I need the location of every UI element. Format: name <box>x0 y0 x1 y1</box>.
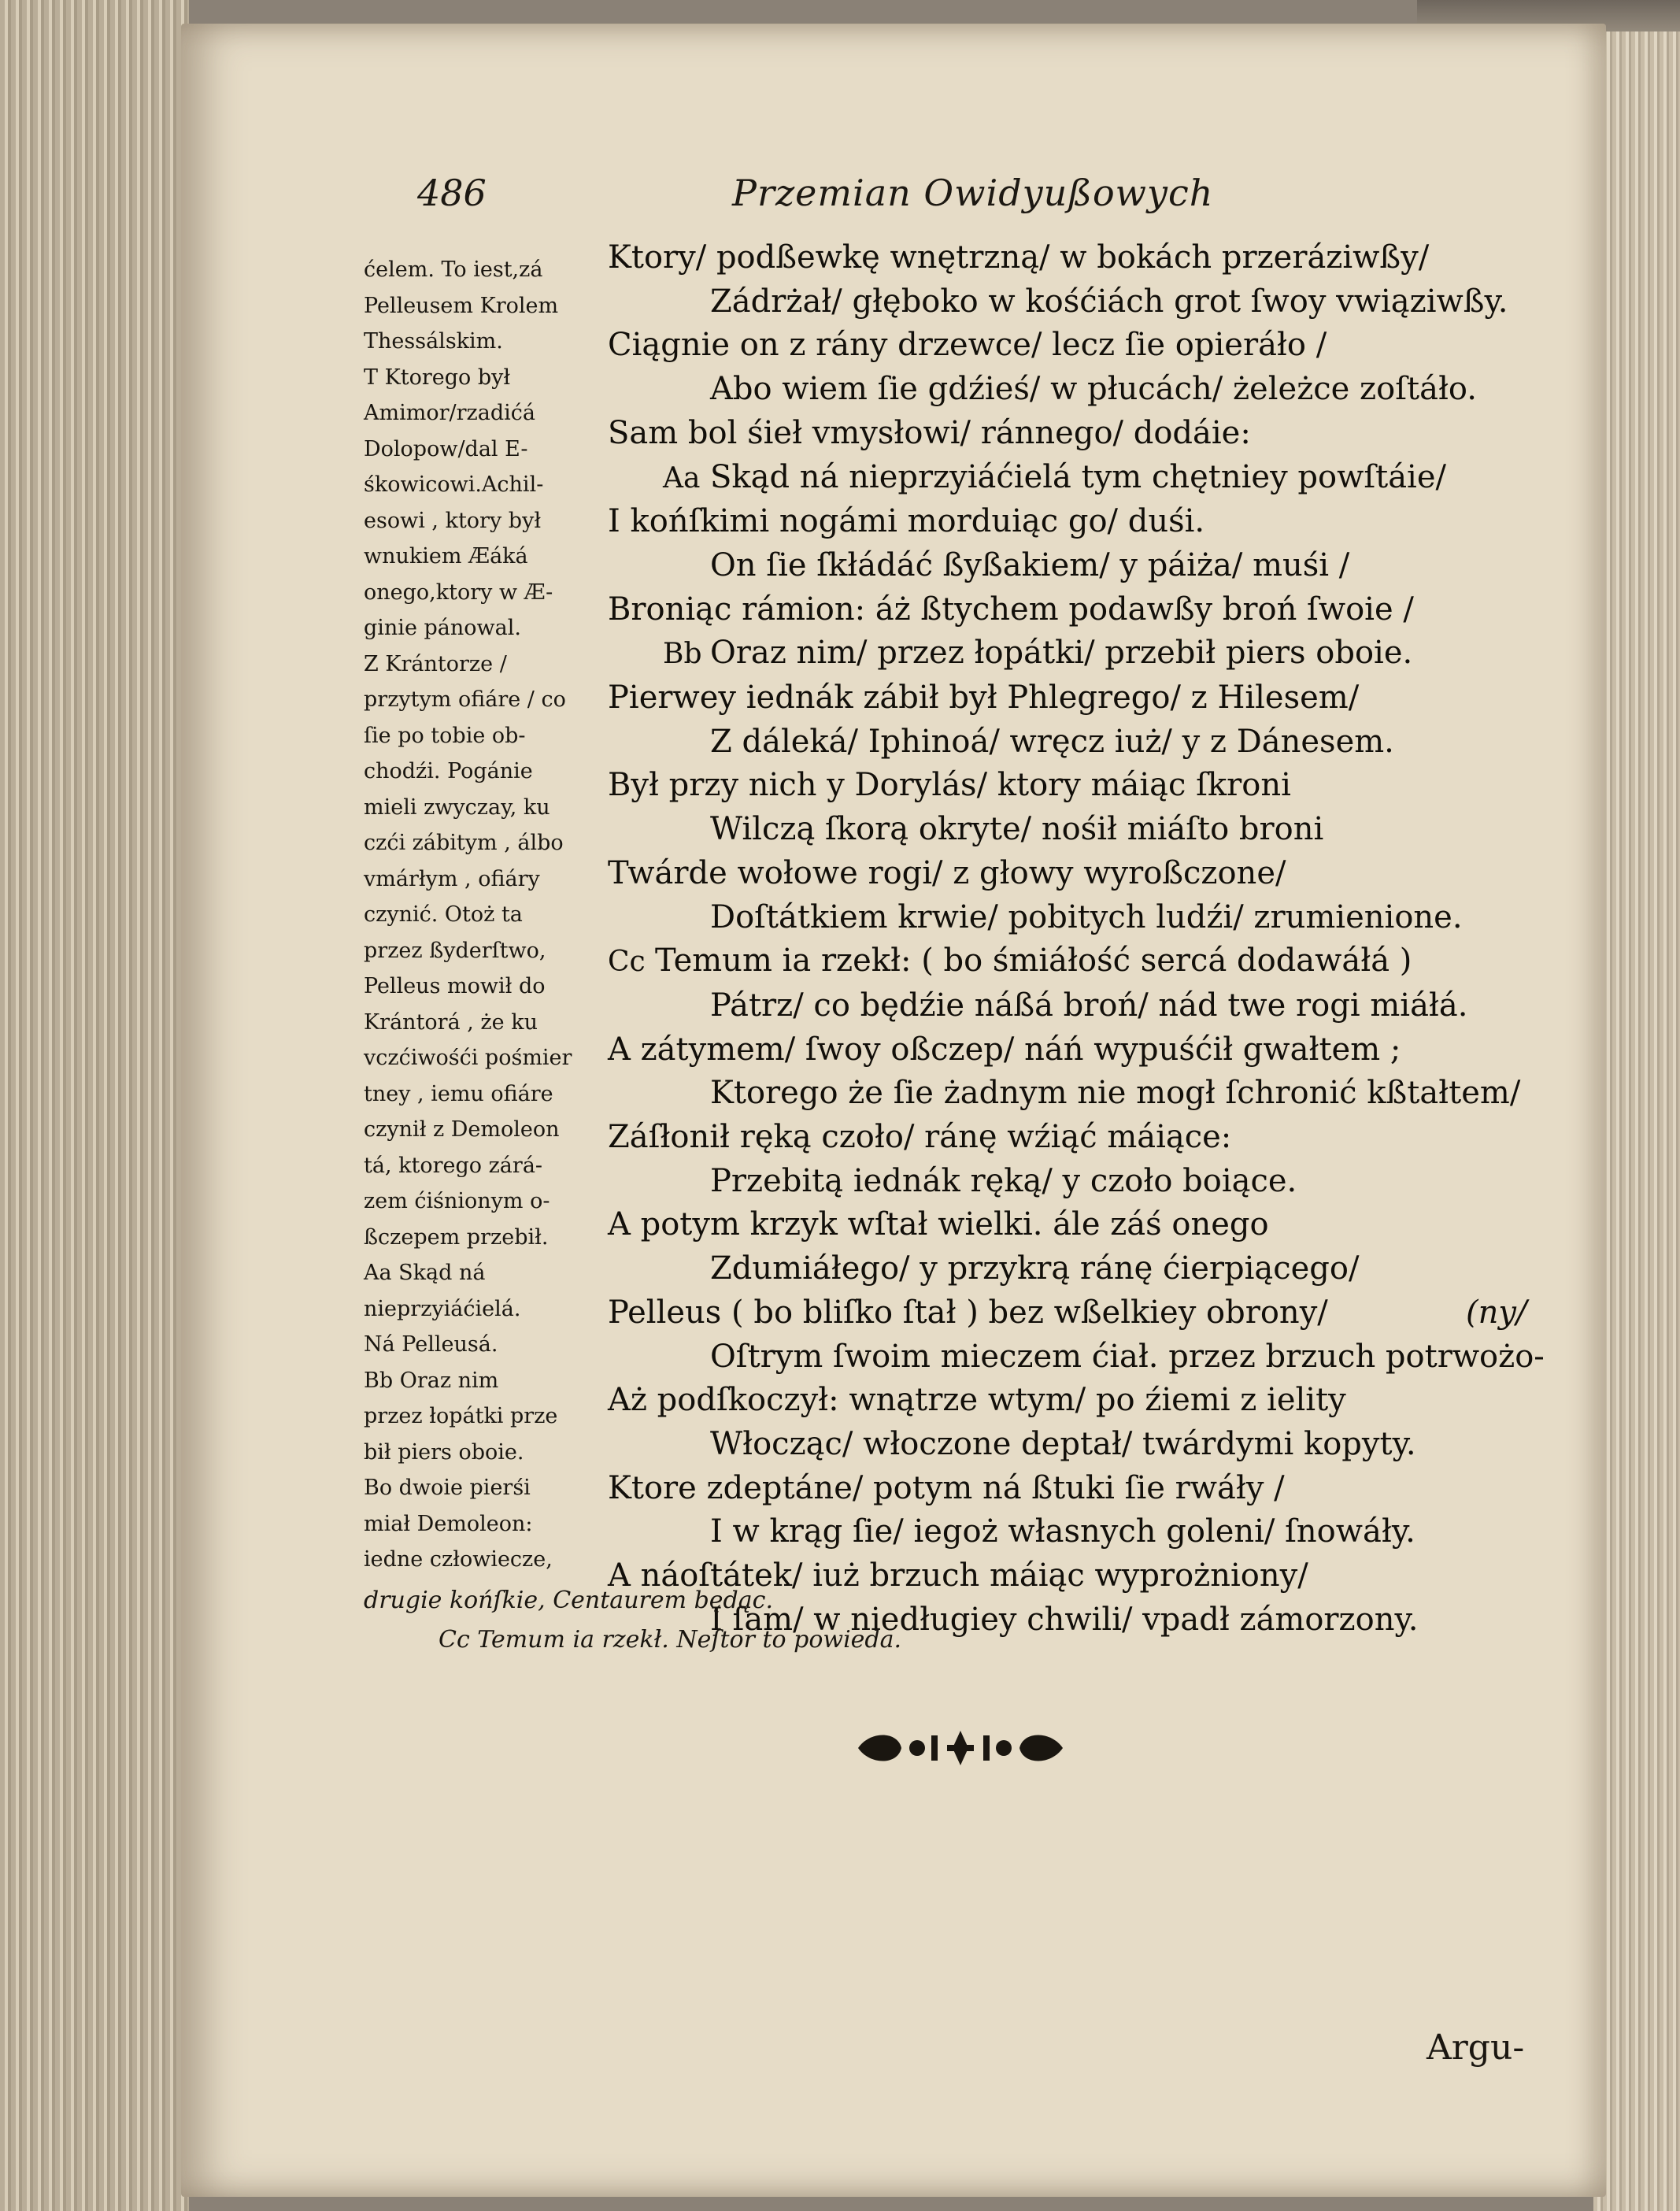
marginal-note-line: wnukiem Æáká <box>364 544 528 568</box>
marginal-note-line: Pelleus mowił do <box>364 974 546 998</box>
marginal-note-line: Z Krántorze / <box>364 651 507 676</box>
verse-line <box>608 631 1552 676</box>
marginal-note-line: miał Demoleon: <box>364 1511 533 1536</box>
verse-line <box>608 984 1552 1028</box>
verse-text-content: Ktore zdeptáne/ potym ná ßtuki ſie rwáły / <box>608 1469 1285 1506</box>
verse-text-content: Wilczą ſkorą okryte/ nośił miáſto broni <box>710 811 1324 848</box>
verse-text-content: Sam bol śieł vmysłowi/ ránnego/ dodáie: <box>608 414 1251 451</box>
marginal-note-line: ćelem. To iest,zá <box>364 257 543 282</box>
verse-text-content: Skąd ná nieprzyiáćielá tym chętniey powſtáie/ <box>710 458 1446 495</box>
verse-text-content: Temum ia rzekł: ( bo śmiáłość sercá dodawáłá ) <box>655 943 1412 980</box>
verse-line <box>608 1072 1552 1116</box>
book-page-edges-right <box>1593 31 1680 2211</box>
verse-text-content: Záſłonił ręką czoło/ ránę wźiąć máiące: <box>608 1119 1232 1156</box>
marginal-note-line: Thessálskim. <box>364 329 503 354</box>
verse-line <box>608 1203 1552 1247</box>
marginal-note-line: tá, ktorego zárá- <box>364 1153 543 1178</box>
note-reference-marker: Bb <box>663 638 702 671</box>
catchword: Argu- <box>1427 2028 1525 2068</box>
verse-text-content: Broniąc rámion: áż ßtychem podawßy broń ſwoie / <box>608 591 1414 628</box>
verse-line <box>608 544 1552 588</box>
verse-line <box>608 1423 1552 1467</box>
marginal-note-line: nieprzyiáćielá. <box>364 1296 521 1321</box>
marginal-note-line: czynić. Otoż ta <box>364 902 523 927</box>
verse-line <box>608 412 1552 456</box>
marginal-note-line: Amimor/rzadićá <box>364 401 535 425</box>
marginal-note-line: czći zábitym , álbo <box>364 831 564 855</box>
marginal-note-line: tney , iemu ofiáre <box>364 1081 553 1106</box>
verse-line <box>608 1510 1552 1554</box>
marginal-note-line: vmárłym , ofiáry <box>364 866 540 891</box>
marginal-note-line: ginie pánowal. <box>364 616 521 640</box>
verse-line <box>608 896 1552 940</box>
marginal-note-line: ſie po tobie ob- <box>364 723 526 748</box>
verse-text-content: Był przy nich y Dorylás/ ktory máiąc ſkroni <box>608 767 1291 804</box>
verse-line <box>608 1335 1552 1380</box>
verse-text-content: Z dáleká/ Iphinoá/ wręcz iuż/ y z Dánesem. <box>710 723 1394 760</box>
verse-line <box>608 500 1552 544</box>
verse-line <box>608 588 1552 632</box>
verse-text-content: Abo wiem ſie gdźieś/ w płucách/ żeleżce zoſtáło. <box>710 371 1478 408</box>
verse-text-content: Oſtrym ſwoim mieczem ćiał. przez brzuch potrwożo- <box>710 1338 1545 1375</box>
marginal-note-line: Pelleusem Krolem <box>364 293 559 318</box>
verse-text-content: On ſie ſkłádáć ßyßakiem/ y páiża/ muśi / <box>710 546 1350 583</box>
marginal-note-line: Krántorá , że ku <box>364 1009 538 1035</box>
marginal-note-line: mieli zwyczay, ku <box>364 794 550 820</box>
verse-text-content: A zátymem/ ſwoy oßczep/ náń wypuśćił gwałtem ; <box>608 1031 1401 1068</box>
marginal-note-line: Bo dwoie pierśi <box>364 1476 531 1500</box>
verse-line <box>608 1160 1552 1204</box>
book-page-edges-left <box>0 0 189 2211</box>
marginal-note-line: esowi , ktory był <box>364 508 542 533</box>
verse-line <box>608 1247 1552 1291</box>
verse-text-content: I ſam/ w niedługiey chwili/ vpadł zámorzony. <box>710 1601 1419 1638</box>
verse-text-content: I w krąg ſie/ iegoż własnych goleni/ ſnowáły. <box>710 1513 1415 1550</box>
verse-text-content: Aż podſkoczył: wnątrze wtym/ po źiemi z ielity <box>608 1382 1346 1419</box>
verse-text-content: Zdumiáłego/ y przykrą ránę ćierpiącego/ <box>710 1250 1360 1287</box>
page-header <box>417 172 1283 227</box>
marginal-note-line: Ná Pelleusá. <box>364 1332 498 1357</box>
marginal-note-line: T Ktorego był <box>364 365 511 390</box>
verse-line <box>608 852 1552 896</box>
verse-text-content: I końſkimi nogámi morduiąc go/ duśi. <box>608 503 1205 540</box>
note-reference-marker: Cc <box>608 946 646 979</box>
verse-text-content: Pátrz/ co będźie náßá broń/ nád twe rogi miáłá. <box>710 987 1468 1024</box>
verse-line <box>608 1467 1552 1511</box>
verse-text-content: Włocząc/ włoczone deptał/ twárdymi kopyty. <box>710 1425 1416 1462</box>
marginal-notes-continued <box>364 1581 1151 1660</box>
verse-text-content: Pelleus ( bo bliſko ſtał ) bez wßelkiey obrony/ <box>608 1294 1328 1331</box>
marginal-note-line: bił piers oboie. <box>364 1439 524 1465</box>
verse-text <box>608 236 1552 1643</box>
verse-line <box>608 1116 1552 1160</box>
marginal-note-line: Bb Oraz nim <box>364 1368 499 1393</box>
verse-line <box>608 236 1552 280</box>
verse-text-content: Oraz nim/ przez łopátki/ przebił piers oboie. <box>710 635 1413 672</box>
verse-line <box>608 1028 1552 1072</box>
marginal-note-line: czynił z Demoleon <box>364 1117 560 1142</box>
verse-line <box>608 368 1552 412</box>
marginal-note-line: przytym ofiáre / co <box>364 687 566 712</box>
marginal-note-line: zem ćiśnionym o- <box>364 1189 550 1213</box>
marginal-note-line: Aa Skąd ná <box>364 1261 486 1285</box>
verse-line <box>608 808 1552 852</box>
verse-line <box>608 324 1552 368</box>
marginal-note-line: chodźi. Pogánie <box>364 759 533 783</box>
marginal-note-line: onego,ktory w Æ- <box>364 580 553 605</box>
verse-line <box>608 764 1552 808</box>
verse-text-content: Ciągnie on z rány drzewce/ lecz ſie opieráło / <box>608 327 1327 364</box>
verse-line <box>608 676 1552 720</box>
marginal-note-line: Dolopow/dal E- <box>364 436 528 461</box>
marginal-note-line: ßczepem przebił. <box>364 1224 549 1250</box>
verse-text-content: A potym krzyk wſtał wielki. ále záś onego <box>608 1206 1269 1243</box>
verse-line <box>608 1379 1552 1423</box>
verse-text-content: Pierwey iednák zábił był Phlegrego/ z Hilesem/ <box>608 680 1360 717</box>
printer-ornament-icon <box>854 1724 1067 1772</box>
verse-line <box>608 1291 1552 1335</box>
verse-overflow-fragment: (ny/ <box>1466 1294 1527 1331</box>
verse-text-content: A náoſtátek/ iuż brzuch máiąc wyprożniony/ <box>608 1557 1308 1594</box>
verse-text-content: Twárde wołowe rogi/ z głowy wyroßczone/ <box>608 854 1286 891</box>
verse-text-content: Ktorego że ſie żadnym nie mogł ſchronić kßtałtem/ <box>710 1075 1521 1112</box>
note-reference-marker: Aa <box>663 461 701 494</box>
verse-line <box>608 939 1552 984</box>
marginal-note-line: przez łopátki prze <box>364 1404 558 1428</box>
marginal-note-line: vczćiwośći pośmier <box>364 1046 572 1070</box>
page-number: 486 <box>417 172 487 214</box>
marginal-note-line: Cc Temum ia rzekł. Neſtor to powieda. <box>439 1626 902 1654</box>
verse-line <box>608 456 1552 501</box>
verse-line <box>608 720 1552 765</box>
verse-text-content: Ktory/ podßewkę wnętrzną/ w bokách przeráziwßy/ <box>608 239 1430 276</box>
running-title: Przemian Owidyußowych <box>732 172 1214 214</box>
marginal-note-line: śkowicowi.Achil- <box>364 472 544 497</box>
marginal-note-line: iedne człowiecze, <box>364 1547 553 1572</box>
marginal-note-line: przez ßyderſtwo, <box>364 938 546 963</box>
verse-text-content: Przebitą iednák ręką/ y czoło boiące. <box>710 1162 1297 1199</box>
marginal-note-line: drugie końſkie, Centaurem będąc. <box>364 1587 773 1614</box>
verse-text-content: Doſtátkiem krwie/ pobitych ludźi/ zrumienione. <box>710 898 1463 935</box>
verse-text-content: Zádrżał/ głęboko w kośćiách grot ſwoy vwiąziwßy. <box>710 283 1508 320</box>
marginal-notes <box>364 252 600 1578</box>
verse-line <box>608 280 1552 324</box>
